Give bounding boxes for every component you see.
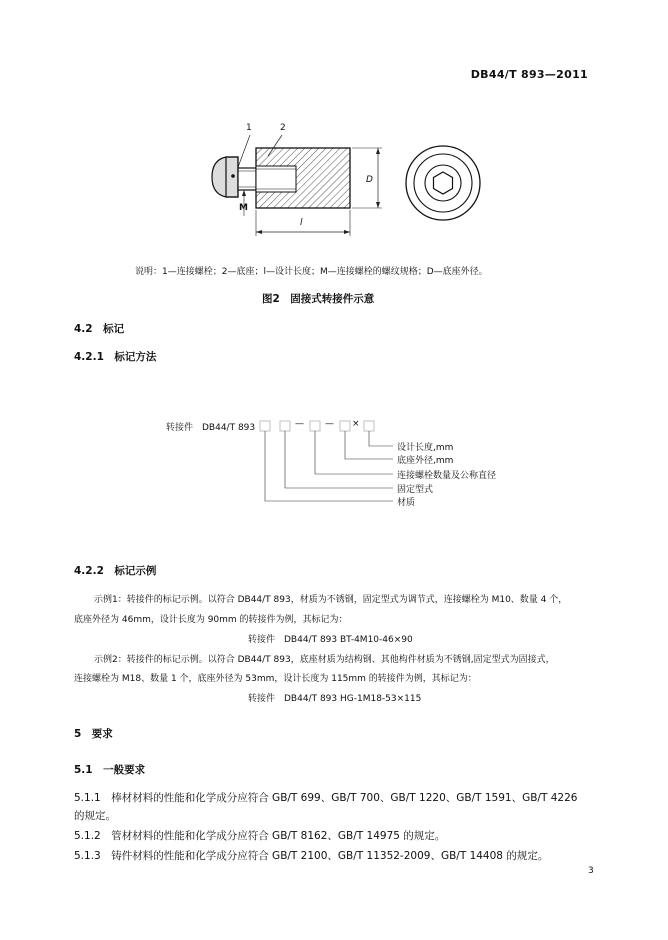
figure-label-1: 1 [246,123,252,133]
clause-5-1-1-line-2: 的规定。 [74,810,116,822]
clause-5-1-2: 5.1.2 管材材料的性能和化学成分应符合 GB/T 8162、GB/T 14975 的规定。 [74,830,446,842]
marking-item: 材质 [397,498,416,508]
marking-dash-2: — [325,419,334,429]
figure-label-D: D [366,175,373,185]
section-5-1-title: 5.1 一般要求 [74,764,146,776]
marking-item: 设计长度,mm [397,443,454,453]
document-code-header: DB44/T 893—2011 [470,68,588,81]
figure-caption: 说明：1—连接螺栓；2—底座；l—设计长度；M—连接螺栓的螺纹规格；D—底座外径。 [135,267,488,277]
figure-label-l: l [300,218,303,228]
section-4-2-2-title: 4.2.2 标记示例 [74,565,157,577]
example-2-line-2: 连接螺栓为 M18、数量 1 个，底座外径为 53mm，设计长度为 115mm 的转接件为例，其标记为： [74,674,477,684]
clause-5-1-3: 5.1.3 铸件材料的性能和化学成分应符合 GB/T 2100、GB/T 11352-2009、GB/T 14408 的规定。 [74,850,549,862]
example-1-line-1: 示例1：转接件的标记示例。以符合 DB44/T 893，材质为不锈钢，固定型式为调节式，连接螺栓为 M10、数量 4 个， [94,595,568,605]
page-number: 3 [588,866,594,876]
marking-dash-1: — [295,419,304,429]
marking-item: 底座外径,mm [397,456,454,466]
figure-2-drawing [0,0,668,250]
figure-title: 图2 固接式转接件示意 [262,293,375,305]
section-4-2-title: 4.2 标记 [74,323,125,335]
clause-5-1-1-line-1: 5.1.1 棒材材料的性能和化学成分应符合 GB/T 699、GB/T 700、GB/T 1220、GB/T 1591、GB/T 4226 [74,792,578,804]
figure-label-2: 2 [280,123,286,133]
example-2-mark: 转接件 DB44/T 893 HG-1M18-53×115 [248,694,422,704]
example-1-line-2: 底座外径为 46mm，设计长度为 90mm 的转接件为例，其标记为： [74,615,348,625]
example-2-line-1: 示例2：转接件的标记示例。以符合 DB44/T 893，底座材质为结构钢、其他构件材质为不锈钢,固定型式为固接式， [94,655,555,665]
marking-times: × [352,419,360,429]
section-5-title: 5 要求 [74,728,113,740]
marking-item: 连接螺栓数量及公称直径 [397,471,497,481]
marking-item: 固定型式 [397,485,434,495]
section-4-2-1-title: 4.2.1 标记方法 [74,351,157,363]
figure-label-M: M [239,203,248,213]
example-1-mark: 转接件 DB44/T 893 BT-4M10-46×90 [248,635,413,645]
marking-prefix: 转接件 DB44/T 893 [166,423,256,433]
